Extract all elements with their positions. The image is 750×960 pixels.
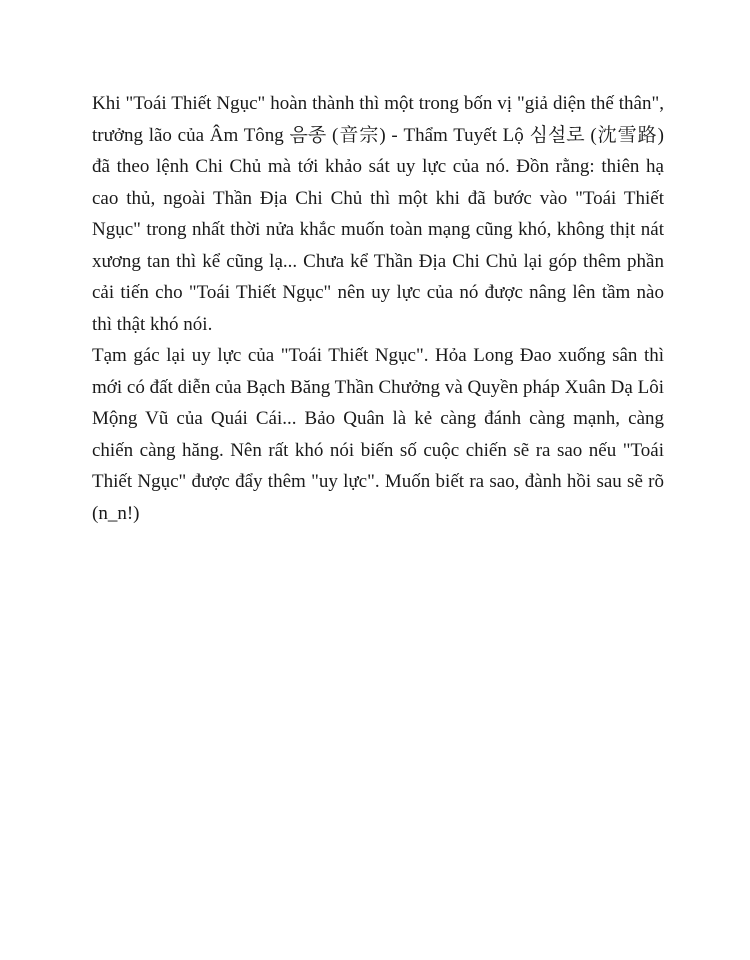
paragraph-toai-thiet-nguc-intro: Khi "Toái Thiết Ngục" hoàn thành thì một trong bốn vị "giả diện thế thân", trưởng lão của Âm Tông 음종 (音宗) - Thẩm Tuyết Lộ 심설로 (沈雪路) đã theo lệnh Chi Chủ mà tới khảo sát uy lực của nó. Đồn rằng: thiên hạ cao thủ, ngoài Thần Địa Chi Chủ thì một khi đã bước vào "Toái Thiết Ngục" trong nhất thời nửa khắc muốn toàn mạng cũng khó, không thịt nát xương tan thì kể cũng lạ... Chưa kể Thần Địa Chi Chủ lại góp thêm phần cải tiến cho "Toái Thiết Ngục" nên uy lực của nó được nâng lên tầm nào thì thật khó nói. (92, 93, 664, 335)
paragraph-battle-outlook: Tạm gác lại uy lực của "Toái Thiết Ngục". Hỏa Long Đao xuống sân thì mới có đất diễn của Bạch Băng Thần Chưởng và Quyền pháp Xuân Dạ Lôi Mộng Vũ của Quái Cái... Bảo Quân là kẻ càng đánh càng mạnh, càng chiến càng hăng. Nên rất khó nói biến số cuộc chiến sẽ ra sao nếu "Toái Thiết Ngục" được đẩy thêm "uy lực". Muốn biết ra sao, đành hồi sau sẽ rõ (n_n!) (92, 345, 664, 524)
text-body (92, 88, 664, 529)
